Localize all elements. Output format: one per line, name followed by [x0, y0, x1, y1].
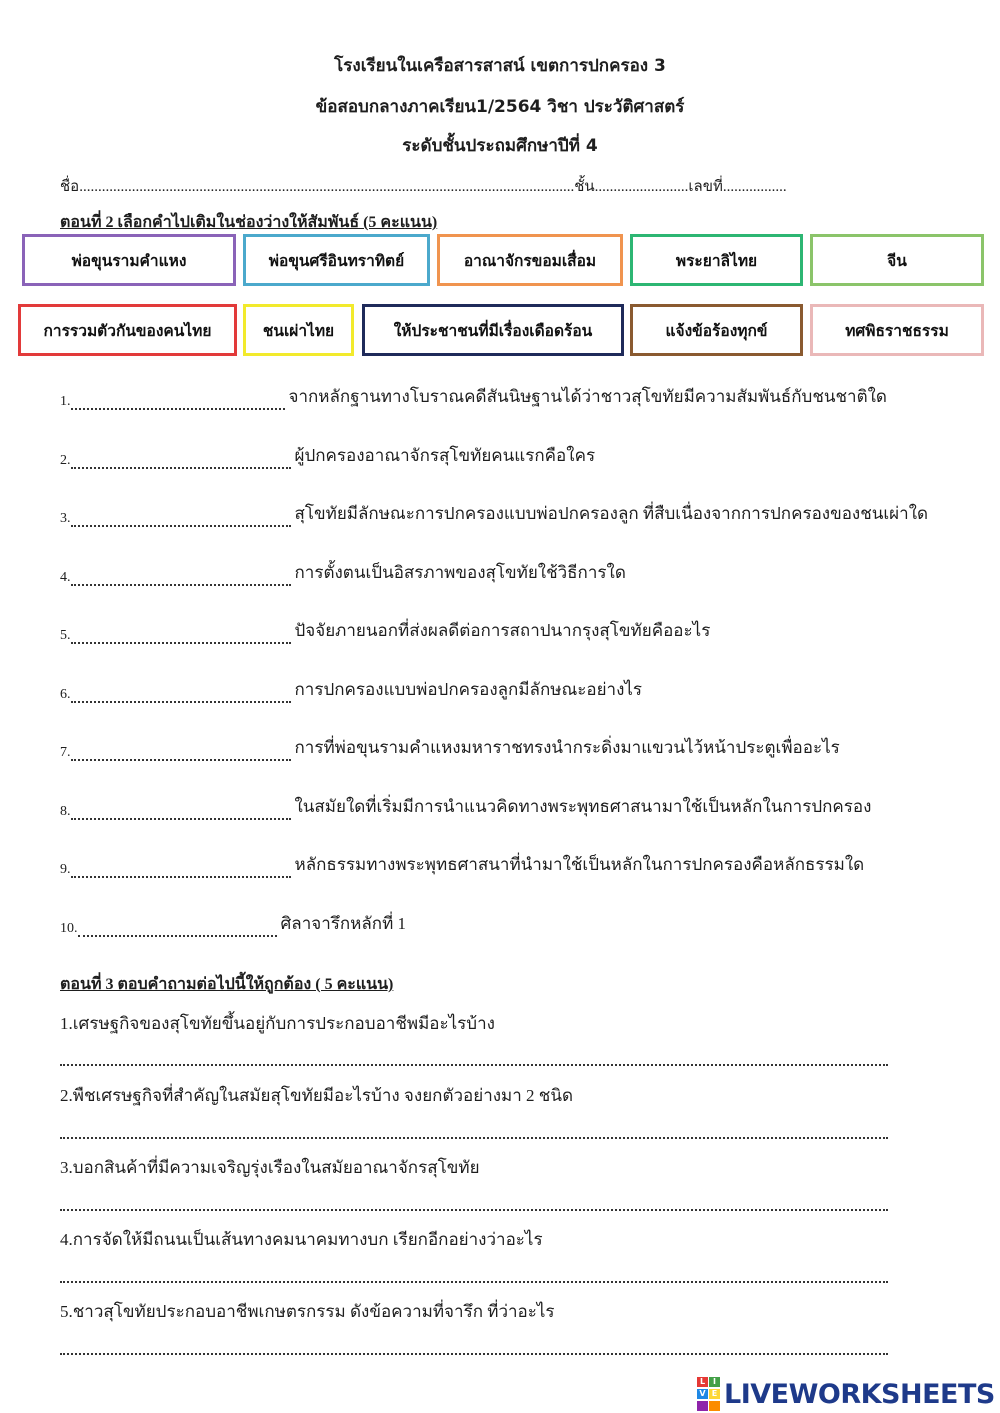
answer-blank[interactable]: [71, 858, 291, 878]
answer-blank[interactable]: [71, 507, 291, 527]
question-text: ปัจจัยภายนอกที่ส่งผลดีต่อการสถาปนากรุงสุโขทัยคืออะไร: [294, 621, 711, 640]
fill-question: 8 . ในสมัยใดที่เริ่มมีการนำแนวคิดทางพระพุทธศาสนามาใช้เป็นหลักในการปกครอง: [60, 796, 871, 820]
answer-blank[interactable]: [71, 683, 291, 703]
grade-title: ระดับชั้นประถมศึกษาปีที่ 4: [402, 136, 598, 156]
fill-question: 2 . ผู้ปกครองอาณาจักรสุโขทัยคนแรกคือใคร: [60, 445, 595, 469]
answer-blank[interactable]: [71, 741, 291, 761]
fill-question: 3 . สุโขทัยมีลักษณะการปกครองแบบพ่อปกครองลูก ที่สืบเนื่องจากการปกครองของชนเผ่าใด: [60, 503, 928, 527]
open-question: 3.บอกสินค้าที่มีความเจริญรุ่งเรืองในสมัยอาณาจักรสุโขทัย: [60, 1158, 480, 1177]
question-text: จากหลักฐานทางโบราณคดีสันนิษฐานได้ว่าชาวสุโขทัยมีความสัมพันธ์กับชนชาติใด: [288, 387, 887, 406]
fill-question: 7 . การที่พ่อขุนรามคำแหงมหาราชทรงนำกระดิ่งมาแขวนไว้หน้าประตูเพื่ออะไร: [60, 737, 840, 761]
answer-line[interactable]: [60, 1121, 888, 1139]
question-text: หลักธรรมทางพระพุทธศาสนาที่นำมาใช้เป็นหลักในการปกครองคือหลักธรรมใด: [294, 855, 865, 874]
word-bank-item[interactable]: แจ้งข้อร้องทุกข์: [630, 304, 803, 356]
question-number: 6: [60, 687, 67, 702]
question-number: 1: [60, 394, 67, 409]
word-bank-item[interactable]: ชนเผ่าไทย: [243, 304, 354, 356]
word-bank-item[interactable]: พระยาลิไทย: [630, 234, 803, 286]
question-text: ผู้ปกครองอาณาจักรสุโขทัยคนแรกคือใคร: [294, 446, 596, 465]
open-question: 1.เศรษฐกิจของสุโขทัยขึ้นอยู่กับการประกอบอาชีพมีอะไรบ้าง: [60, 1014, 495, 1033]
word-bank-item[interactable]: อาณาจักรขอมเสื่อม: [437, 234, 623, 286]
part3-title: ตอนที่ 3 ตอบคำถามต่อไปนี้ให้ถูกต้อง ( 5 คะแนน): [60, 976, 394, 993]
open-question: 2.พืชเศรษฐกิจที่สำคัญในสมัยสุโขทัยมีอะไรบ้าง จงยกตัวอย่างมา 2 ชนิด: [60, 1086, 573, 1105]
word-bank-item[interactable]: จีน: [810, 234, 984, 286]
school-title: โรงเรียนในเครือสารสาสน์ เขตการปกครอง 3: [334, 56, 666, 76]
question-text: สุโขทัยมีลักษณะการปกครองแบบพ่อปกครองลูก ที่สืบเนื่องจากการปกครองของชนเผ่าใด: [294, 504, 929, 523]
word-bank-item[interactable]: ทศพิธราชธรรม: [810, 304, 984, 356]
answer-line[interactable]: [60, 1265, 888, 1283]
fill-question: 4 . การตั้งตนเป็นอิสรภาพของสุโขทัยใช้วิธีการใด: [60, 562, 626, 586]
word-bank-item[interactable]: พ่อขุนศรีอินทราทิตย์: [243, 234, 430, 286]
fill-question: 6 . การปกครองแบบพ่อปกครองลูกมีลักษณะอย่างไร: [60, 679, 642, 703]
question-number: 2: [60, 453, 67, 468]
question-number: 5: [60, 628, 67, 643]
fill-question: 5 . ปัจจัยภายนอกที่ส่งผลดีต่อการสถาปนากรุงสุโขทัยคืออะไร: [60, 620, 710, 644]
question-text: การปกครองแบบพ่อปกครองลูกมีลักษณะอย่างไร: [294, 680, 643, 699]
question-number: 10: [60, 921, 74, 936]
answer-blank[interactable]: [71, 800, 291, 820]
question-text: การตั้งตนเป็นอิสรภาพของสุโขทัยใช้วิธีการใด: [294, 563, 626, 582]
part2-title: ตอนที่ 2 เลือกคำไปเติมในช่องว่างให้สัมพันธ์ (5 คะแนน): [60, 214, 438, 231]
answer-line[interactable]: [60, 1048, 888, 1066]
logo-tiles-icon: L I V E: [697, 1377, 720, 1412]
question-text: ในสมัยใดที่เริ่มมีการนำแนวคิดทางพระพุทธศาสนามาใช้เป็นหลักในการปกครอง: [294, 797, 872, 816]
answer-blank[interactable]: [71, 566, 291, 586]
question-text: ศิลาจารึกหลักที่ 1: [280, 914, 407, 933]
answer-line[interactable]: [60, 1193, 888, 1211]
answer-line[interactable]: [60, 1337, 888, 1355]
fill-question: 10 . ศิลาจารึกหลักที่ 1: [60, 913, 406, 937]
word-bank-item[interactable]: การรวมตัวกันของคนไทย: [18, 304, 237, 356]
question-number: 4: [60, 570, 67, 585]
word-bank-item[interactable]: ให้ประชาชนที่มีเรื่องเดือดร้อน: [362, 304, 624, 356]
question-number: 3: [60, 511, 67, 526]
exam-title: ข้อสอบกลางภาคเรียน1/2564 วิชา ประวัติศาสตร์: [315, 97, 685, 117]
name-class-number-line: ชื่อ....................................................................................................................................ชั้น.........................เลขที่.................: [60, 179, 787, 195]
answer-blank[interactable]: [71, 624, 291, 644]
fill-question: 1 . จากหลักฐานทางโบราณคดีสันนิษฐานได้ว่าชาวสุโขทัยมีความสัมพันธ์กับชนชาติใด: [60, 386, 887, 410]
question-number: 9: [60, 862, 67, 877]
question-number: 7: [60, 745, 67, 760]
open-question: 5.ชาวสุโขทัยประกอบอาชีพเกษตรกรรม ดังข้อความที่จารึก ที่ว่าอะไร: [60, 1302, 555, 1321]
open-question: 4.การจัดให้มีถนนเป็นเส้นทางคมนาคมทางบก เรียกอีกอย่างว่าอะไร: [60, 1230, 543, 1249]
word-bank-item[interactable]: พ่อขุนรามคำแหง: [22, 234, 236, 286]
answer-blank[interactable]: [71, 390, 285, 410]
logo-text: LIVEWORKSHEETS: [724, 1378, 995, 1410]
question-number: 8: [60, 804, 67, 819]
answer-blank[interactable]: [71, 449, 291, 469]
liveworksheets-logo[interactable]: [697, 1378, 995, 1410]
answer-blank[interactable]: [78, 917, 277, 937]
question-text: การที่พ่อขุนรามคำแหงมหาราชทรงนำกระดิ่งมาแขวนไว้หน้าประตูเพื่ออะไร: [294, 738, 840, 757]
fill-question: 9 . หลักธรรมทางพระพุทธศาสนาที่นำมาใช้เป็นหลักในการปกครองคือหลักธรรมใด: [60, 854, 864, 878]
